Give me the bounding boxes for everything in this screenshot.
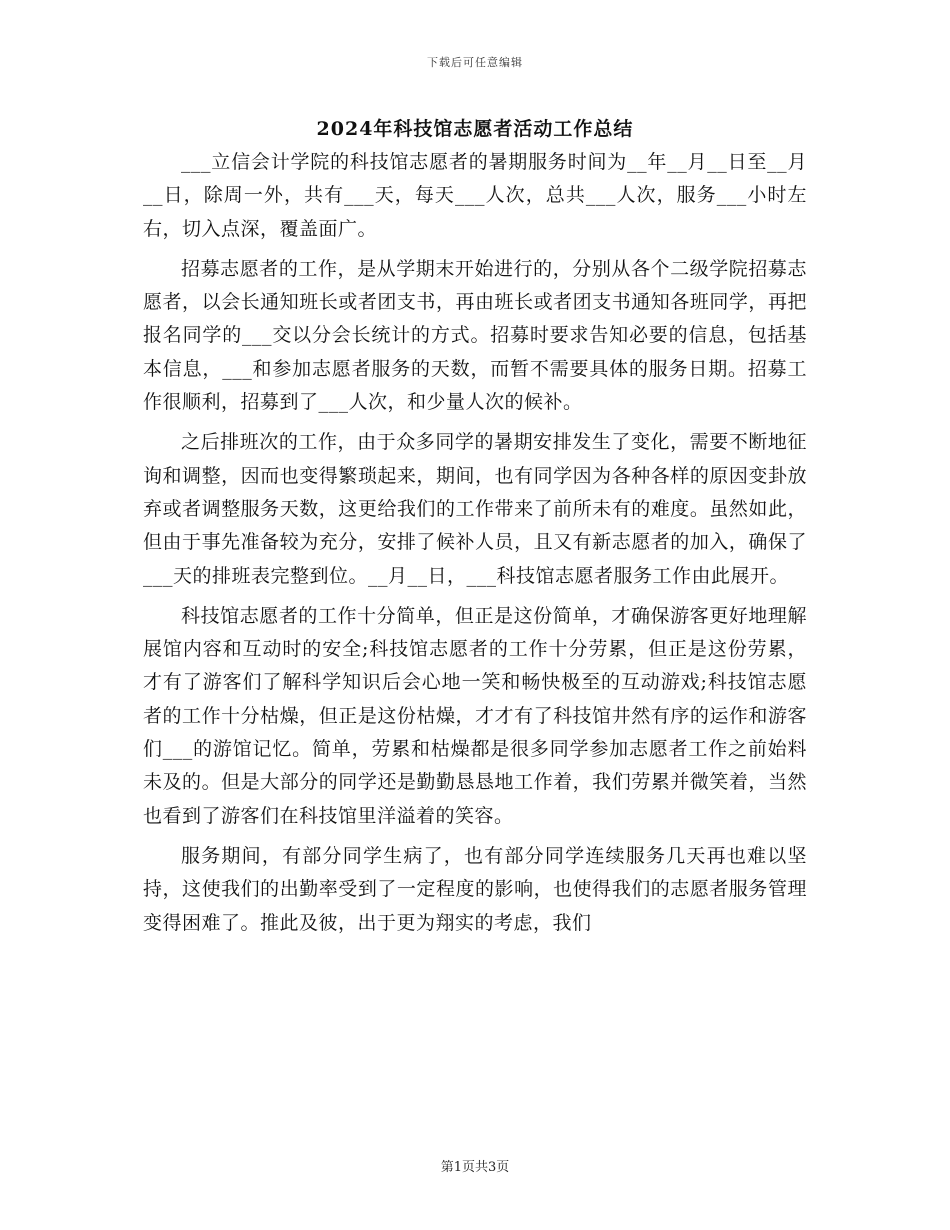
paragraph-1: ___立信会计学院的科技馆志愿者的暑期服务时间为__年__月__日至__月__日，除周一外，共有___天，每天___人次，总共___人次，服务___小时左右，切入点深，覆盖面广。	[143, 151, 807, 240]
paragraph-5: 服务期间，有部分同学生病了，也有部分同学连续服务几天再也难以坚持，这使我们的出勤率受到了一定程度的影响，也使得我们的志愿者服务管理变得困难了。推此及彼，出于更为翔实的考虑，我们	[143, 844, 807, 934]
paragraph-2: 招募志愿者的工作，是从学期末开始进行的，分别从各个二级学院招募志愿者，以会长通知班长或者团支书，再由班长或者团支书通知各班同学，再把报名同学的___交以分会长统计的方式。招募时要求告知必要的信息，包括基本信息，___和参加志愿者服务的天数，而暂不需要具体的服务日期。招募工作很顺利，招募到了___人次，和少量人次的候补。	[143, 257, 807, 414]
document-title: 2024年科技馆志愿者活动工作总结	[316, 118, 634, 140]
page-number-footer: 第1页共3页	[440, 1160, 510, 1175]
header-note: 下载后可任意编辑	[427, 56, 523, 69]
paragraph-4: 科技馆志愿者的工作十分简单，但正是这份简单，才确保游客更好地理解展馆内容和互动时的安全;科技馆志愿者的工作十分劳累，但正是这份劳累，才有了游客们了解科学知识后会心地一笑和畅快极至的互动游戏;科技馆志愿者的工作十分枯燥，但正是这份枯燥，才才有了科技馆井然有序的运作和游客们___的游馆记忆。简单，劳累和枯燥都是很多同学参加志愿者工作之前始料未及的。但是大部分的同学还是勤勤恳恳地工作着，我们劳累并微笑着，当然也看到了游客们在科技馆里洋溢着的笑容。	[143, 604, 807, 827]
document-body	[143, 146, 807, 947]
paragraph-3: 之后排班次的工作，由于众多同学的暑期安排发生了变化，需要不断地征询和调整，因而也变得繁琐起来，期间，也有同学因为各种各样的原因变卦放弃或者调整服务天数，这更给我们的工作带来了前所未有的难度。虽然如此，但由于事先准备较为充分，安排了候补人员，且又有新志愿者的加入，确保了___天的排班表完整到位。__月__日，___科技馆志愿者服务工作由此展开。	[143, 431, 807, 587]
